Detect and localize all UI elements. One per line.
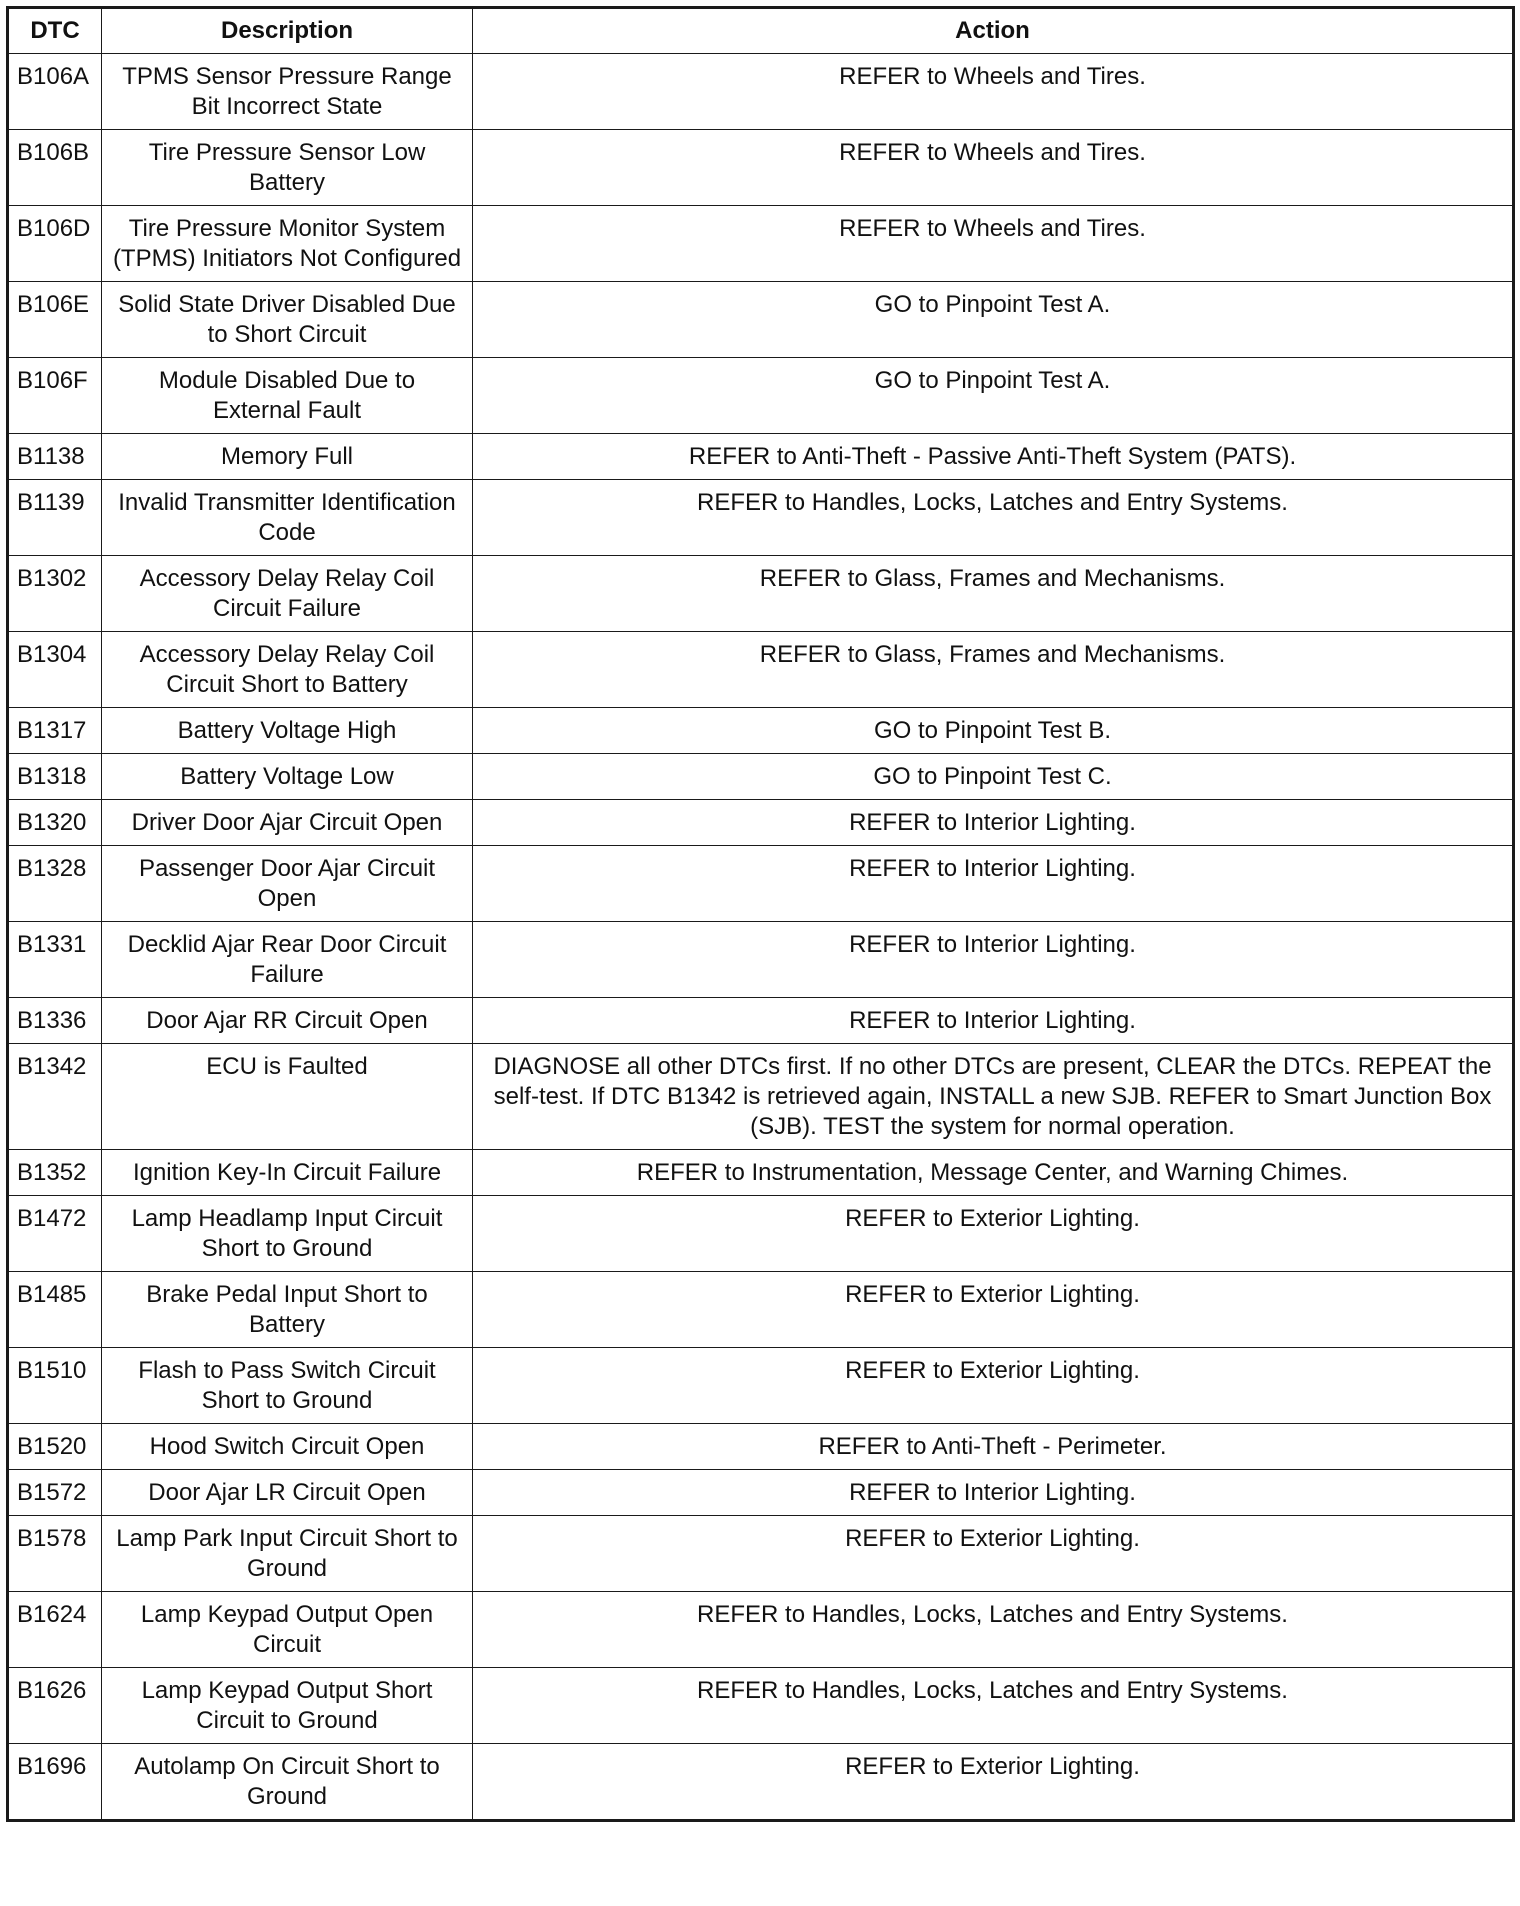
table-row [8, 1470, 1514, 1516]
table-row [8, 708, 1514, 754]
header-description: Description [102, 8, 473, 54]
table-row [8, 754, 1514, 800]
description-cell: ECU is Faulted [102, 1044, 473, 1150]
table-row [8, 800, 1514, 846]
table-row [8, 1744, 1514, 1821]
description-cell: Door Ajar RR Circuit Open [102, 998, 473, 1044]
description-cell: TPMS Sensor Pressure Range Bit Incorrect State [102, 54, 473, 130]
table-row [8, 206, 1514, 282]
table-row [8, 1348, 1514, 1424]
dtc-code-cell: B106E [8, 282, 102, 358]
description-cell: Brake Pedal Input Short to Battery [102, 1272, 473, 1348]
description-cell: Autolamp On Circuit Short to Ground [102, 1744, 473, 1821]
table-row [8, 998, 1514, 1044]
table-row [8, 1668, 1514, 1744]
dtc-code-cell: B1139 [8, 480, 102, 556]
dtc-code-cell: B1472 [8, 1196, 102, 1272]
description-cell: Door Ajar LR Circuit Open [102, 1470, 473, 1516]
action-cell: REFER to Exterior Lighting. [473, 1196, 1514, 1272]
action-cell: REFER to Handles, Locks, Latches and Entry Systems. [473, 1592, 1514, 1668]
description-cell: Battery Voltage Low [102, 754, 473, 800]
action-cell: REFER to Exterior Lighting. [473, 1744, 1514, 1821]
table-row [8, 632, 1514, 708]
action-cell: REFER to Wheels and Tires. [473, 206, 1514, 282]
action-cell: GO to Pinpoint Test B. [473, 708, 1514, 754]
action-cell: REFER to Anti-Theft - Perimeter. [473, 1424, 1514, 1470]
dtc-code-cell: B106D [8, 206, 102, 282]
table-row [8, 54, 1514, 130]
action-cell: REFER to Wheels and Tires. [473, 130, 1514, 206]
table-row [8, 1592, 1514, 1668]
dtc-table [6, 6, 1515, 1822]
dtc-code-cell: B1485 [8, 1272, 102, 1348]
action-cell: REFER to Interior Lighting. [473, 846, 1514, 922]
description-cell: Hood Switch Circuit Open [102, 1424, 473, 1470]
action-cell: REFER to Wheels and Tires. [473, 54, 1514, 130]
action-cell: REFER to Interior Lighting. [473, 922, 1514, 998]
dtc-code-cell: B106F [8, 358, 102, 434]
table-row [8, 922, 1514, 998]
description-cell: Accessory Delay Relay Coil Circuit Failure [102, 556, 473, 632]
dtc-code-cell: B1138 [8, 434, 102, 480]
description-cell: Ignition Key-In Circuit Failure [102, 1150, 473, 1196]
table-row [8, 130, 1514, 206]
dtc-code-cell: B1342 [8, 1044, 102, 1150]
dtc-table-container [6, 6, 1512, 1822]
table-row [8, 434, 1514, 480]
action-cell: REFER to Glass, Frames and Mechanisms. [473, 556, 1514, 632]
description-cell: Driver Door Ajar Circuit Open [102, 800, 473, 846]
dtc-code-cell: B1520 [8, 1424, 102, 1470]
header-dtc: DTC [8, 8, 102, 54]
header-row [8, 8, 1514, 54]
table-row [8, 1044, 1514, 1150]
dtc-code-cell: B1352 [8, 1150, 102, 1196]
table-row [8, 480, 1514, 556]
dtc-code-cell: B106A [8, 54, 102, 130]
dtc-code-cell: B1624 [8, 1592, 102, 1668]
dtc-code-cell: B1578 [8, 1516, 102, 1592]
action-cell: REFER to Handles, Locks, Latches and Entry Systems. [473, 1668, 1514, 1744]
dtc-code-cell: B1320 [8, 800, 102, 846]
table-row [8, 282, 1514, 358]
table-header [8, 8, 1514, 54]
action-cell: REFER to Glass, Frames and Mechanisms. [473, 632, 1514, 708]
description-cell: Lamp Keypad Output Short Circuit to Ground [102, 1668, 473, 1744]
description-cell: Tire Pressure Sensor Low Battery [102, 130, 473, 206]
dtc-code-cell: B1302 [8, 556, 102, 632]
action-cell: REFER to Interior Lighting. [473, 800, 1514, 846]
dtc-code-cell: B1336 [8, 998, 102, 1044]
description-cell: Solid State Driver Disabled Due to Short Circuit [102, 282, 473, 358]
action-cell: REFER to Exterior Lighting. [473, 1348, 1514, 1424]
action-cell: REFER to Exterior Lighting. [473, 1516, 1514, 1592]
description-cell: Lamp Keypad Output Open Circuit [102, 1592, 473, 1668]
description-cell: Module Disabled Due to External Fault [102, 358, 473, 434]
dtc-code-cell: B1572 [8, 1470, 102, 1516]
action-cell: REFER to Anti-Theft - Passive Anti-Theft System (PATS). [473, 434, 1514, 480]
action-cell: REFER to Exterior Lighting. [473, 1272, 1514, 1348]
dtc-code-cell: B1317 [8, 708, 102, 754]
description-cell: Accessory Delay Relay Coil Circuit Short to Battery [102, 632, 473, 708]
table-row [8, 846, 1514, 922]
description-cell: Memory Full [102, 434, 473, 480]
description-cell: Lamp Headlamp Input Circuit Short to Ground [102, 1196, 473, 1272]
action-cell: REFER to Interior Lighting. [473, 1470, 1514, 1516]
dtc-code-cell: B1328 [8, 846, 102, 922]
dtc-code-cell: B1318 [8, 754, 102, 800]
table-body [8, 54, 1514, 1821]
action-cell: GO to Pinpoint Test C. [473, 754, 1514, 800]
dtc-code-cell: B1626 [8, 1668, 102, 1744]
table-row [8, 556, 1514, 632]
header-action: Action [473, 8, 1514, 54]
action-cell: GO to Pinpoint Test A. [473, 282, 1514, 358]
table-row [8, 1272, 1514, 1348]
description-cell: Lamp Park Input Circuit Short to Ground [102, 1516, 473, 1592]
description-cell: Invalid Transmitter Identification Code [102, 480, 473, 556]
action-cell: REFER to Handles, Locks, Latches and Entry Systems. [473, 480, 1514, 556]
action-cell: DIAGNOSE all other DTCs first. If no other DTCs are present, CLEAR the DTCs. REPEAT the self-test. If DTC B1342 is retrieved again, INSTALL a new SJB. REFER to Smart Junction Box (SJB). TEST the system for normal operation. [473, 1044, 1514, 1150]
description-cell: Decklid Ajar Rear Door Circuit Failure [102, 922, 473, 998]
dtc-code-cell: B106B [8, 130, 102, 206]
action-cell: REFER to Interior Lighting. [473, 998, 1514, 1044]
table-row [8, 1150, 1514, 1196]
dtc-code-cell: B1304 [8, 632, 102, 708]
table-row [8, 1196, 1514, 1272]
description-cell: Passenger Door Ajar Circuit Open [102, 846, 473, 922]
action-cell: REFER to Instrumentation, Message Center, and Warning Chimes. [473, 1150, 1514, 1196]
action-cell: GO to Pinpoint Test A. [473, 358, 1514, 434]
dtc-code-cell: B1696 [8, 1744, 102, 1821]
description-cell: Flash to Pass Switch Circuit Short to Ground [102, 1348, 473, 1424]
description-cell: Tire Pressure Monitor System (TPMS) Initiators Not Configured [102, 206, 473, 282]
table-row [8, 1424, 1514, 1470]
table-row [8, 1516, 1514, 1592]
dtc-code-cell: B1510 [8, 1348, 102, 1424]
dtc-code-cell: B1331 [8, 922, 102, 998]
description-cell: Battery Voltage High [102, 708, 473, 754]
table-row [8, 358, 1514, 434]
